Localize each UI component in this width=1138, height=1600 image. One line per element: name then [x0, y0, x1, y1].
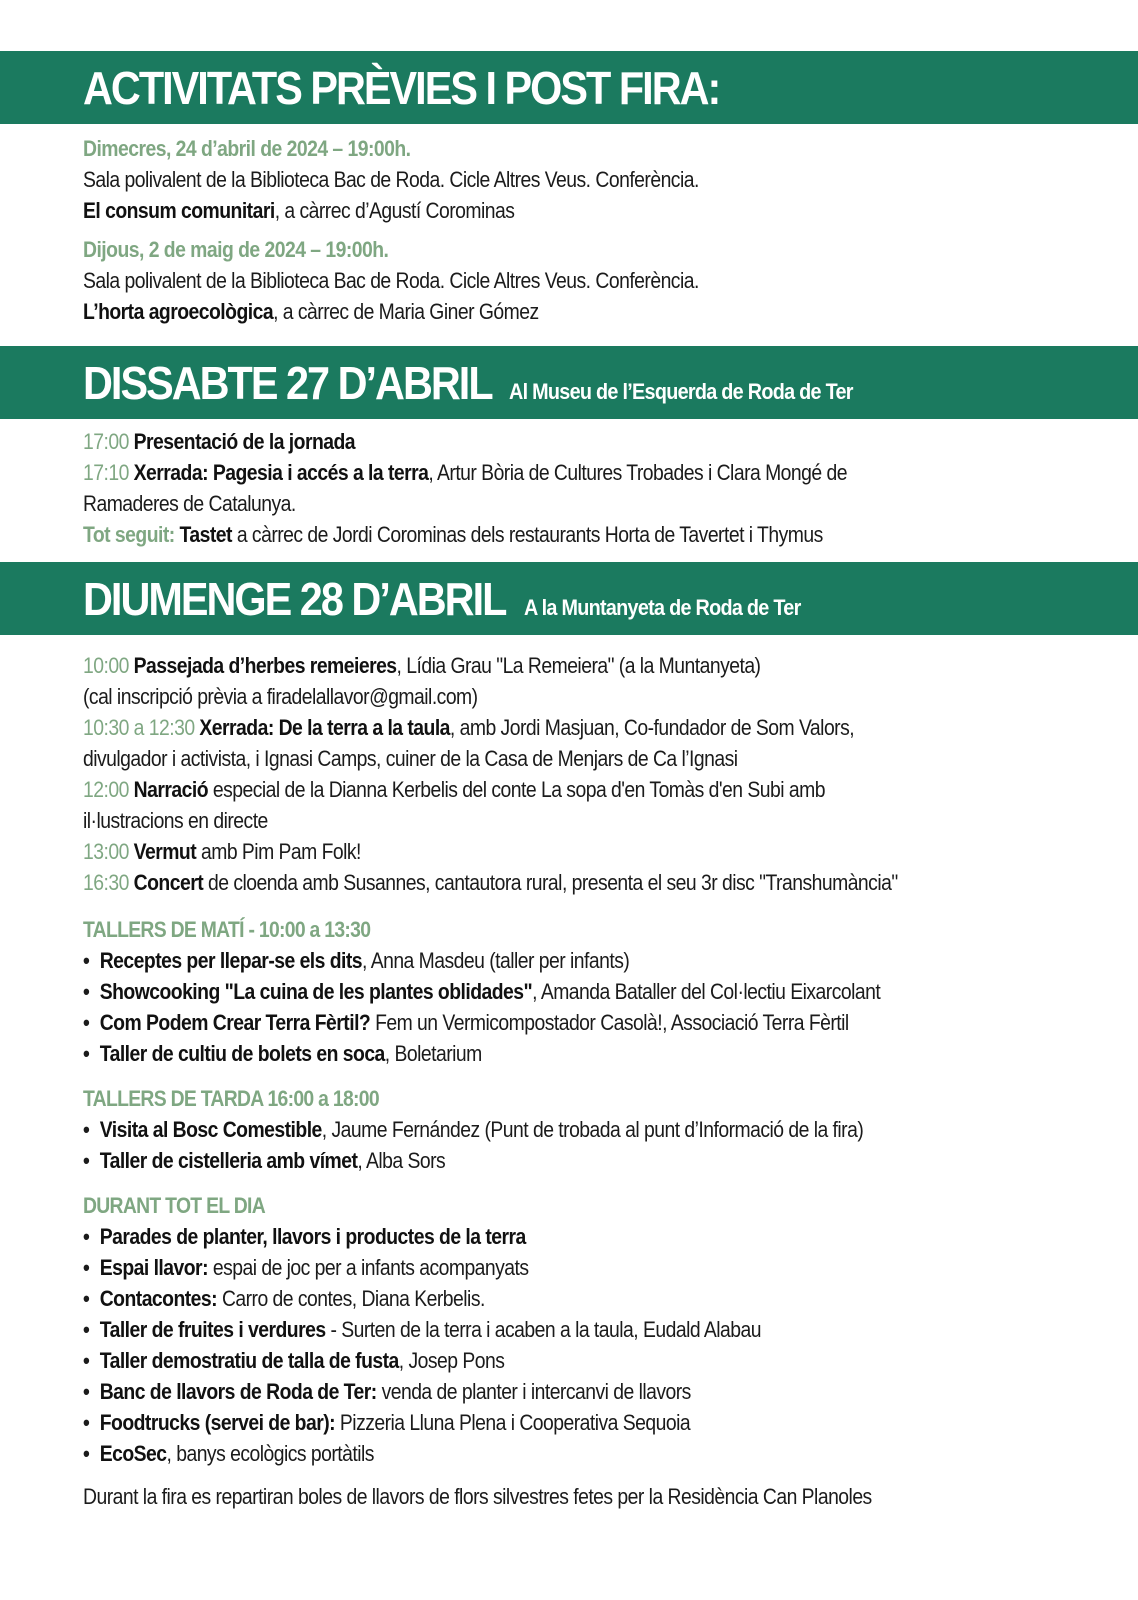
schedule-item: [83, 836, 981, 867]
schedule-title: Vermut: [133, 839, 197, 864]
bullet-icon: •: [83, 948, 90, 973]
schedule-detail-cont: (cal inscripció prèvia a firadelallavor@gmail.com): [83, 684, 478, 709]
bullet-icon: •: [83, 1410, 90, 1435]
schedule-title: Xerrada: De la terra a la taula: [199, 715, 450, 740]
schedule-detail-cont: Ramaderes de Catalunya.: [83, 491, 296, 516]
event-title: L’horta agroecològica: [83, 299, 274, 324]
allday-item: [83, 1283, 981, 1314]
schedule-item: [83, 519, 981, 550]
schedule-title: Passejada d’herbes remeieres: [133, 653, 397, 678]
bullet-icon: •: [83, 1255, 90, 1280]
bullet-icon: •: [83, 1117, 90, 1142]
bullet-icon: •: [83, 1041, 90, 1066]
schedule-time: 17:10: [83, 460, 129, 485]
workshop-title: Visita al Bosc Comestible: [99, 1117, 322, 1142]
bullet-icon: •: [83, 1224, 90, 1249]
allday-detail: espai de joc per a infants acompanyats: [207, 1255, 529, 1280]
bullet-icon: •: [83, 1148, 90, 1173]
schedule-detail: , Artur Bòria de Cultures Trobades i Clara Mongé de: [428, 460, 847, 485]
schedule-time: 16:30: [83, 870, 129, 895]
allday-title: Taller demostratiu de talla de fusta: [99, 1348, 399, 1373]
schedule-item: [83, 650, 981, 681]
workshop-item: [83, 1114, 981, 1145]
schedule-item: [83, 712, 981, 743]
prev-activities-list: [83, 133, 1103, 327]
schedule-title: Narració: [133, 777, 209, 802]
bullet-icon: •: [83, 1348, 90, 1373]
workshop-title: Showcooking "La cuina de les plantes oblidades": [99, 979, 533, 1004]
bullet-icon: •: [83, 979, 90, 1004]
event-place: Sala polivalent de la Biblioteca Bac de Roda. Cicle Altres Veus. Conferència.: [83, 167, 699, 192]
workshop-title: Com Podem Crear Terra Fèrtil?: [99, 1010, 371, 1035]
allday-title: Taller de fruites i verdures: [99, 1317, 326, 1342]
schedule-time: 17:00: [83, 429, 129, 454]
sunday-title: DIUMENGE 28 D’ABRIL: [83, 573, 506, 625]
bullet-icon: •: [83, 1379, 90, 1404]
workshop-item: [83, 945, 981, 976]
allday-detail: , banys ecològics portàtils: [166, 1441, 374, 1466]
schedule-detail: a càrrec de Jordi Corominas dels restaurants Horta de Tavertet i Thymus: [231, 522, 823, 547]
saturday-schedule: [83, 426, 1103, 550]
bullet-icon: •: [83, 1317, 90, 1342]
allday-item: [83, 1221, 981, 1252]
event-1: [83, 133, 1103, 226]
allday-title: EcoSec: [99, 1441, 167, 1466]
allday-item: [83, 1407, 981, 1438]
workshop-item: [83, 976, 981, 1007]
workshop-title: Taller de cultiu de bolets en soca: [99, 1041, 385, 1066]
schedule-title: Presentació de la jornada: [133, 429, 356, 454]
allday-title: Parades de planter, llavors i productes de la terra: [99, 1224, 526, 1249]
workshop-title: Taller de cistelleria amb vímet: [99, 1148, 358, 1173]
allday-item: [83, 1252, 981, 1283]
event-title-line: [83, 296, 981, 327]
allday-title: Foodtrucks (servei de bar):: [99, 1410, 336, 1435]
workshop-detail: , Boletarium: [384, 1041, 482, 1066]
allday-detail: Carro de contes, Diana Kerbelis.: [217, 1286, 485, 1311]
allday-item: [83, 1345, 981, 1376]
allday-title: Espai llavor:: [99, 1255, 208, 1280]
schedule-detail-cont: il·lustracions en directe: [83, 808, 268, 833]
schedule-item: [83, 457, 981, 488]
sunday-banner: [0, 562, 1138, 635]
allday-item: [83, 1314, 981, 1345]
event-title: El consum comunitari: [83, 198, 275, 223]
sunday-location: A la Muntanyeta de Roda de Ter: [524, 595, 801, 620]
bullet-icon: •: [83, 1010, 90, 1035]
footer-note: Durant la fira es repartiran boles de llavors de flors silvestres fetes per la Residència Can Planoles: [83, 1484, 872, 1509]
event-speaker: , a càrrec d’Agustí Corominas: [274, 198, 515, 223]
saturday-title: DISSABTE 27 D’ABRIL: [83, 357, 492, 409]
schedule-detail: amb Pim Pam Folk!: [196, 839, 361, 864]
workshop-detail: , Anna Masdeu (taller per infants): [362, 948, 630, 973]
workshop-detail: , Jaume Fernández (Punt de trobada al punt d’Informació de la fira): [321, 1117, 864, 1142]
allday-title: Contacontes:: [99, 1286, 218, 1311]
schedule-title: Tastet: [179, 522, 232, 547]
workshop-item: [83, 1145, 981, 1176]
saturday-location: Al Museu de l’Esquerda de Roda de Ter: [509, 379, 853, 404]
schedule-title: Xerrada: Pagesia i accés a la terra: [133, 460, 429, 485]
schedule-time: Tot seguit:: [83, 522, 175, 547]
schedule-detail: , amb Jordi Masjuan, Co-fundador de Som Valors,: [449, 715, 855, 740]
allday-detail: Pizzeria Lluna Plena i Cooperativa Sequoia: [335, 1410, 691, 1435]
prev-activities-title: ACTIVITATS PRÈVIES I POST FIRA:: [83, 62, 720, 114]
prev-activities-banner: [0, 51, 1138, 124]
event-date: Dimecres, 24 d’abril de 2024 – 19:00h.: [83, 136, 411, 161]
workshop-title: Receptes per llepar-se els dits: [99, 948, 363, 973]
schedule-detail: especial de la Dianna Kerbelis del conte La sopa d'en Tomàs d'en Subi amb: [208, 777, 825, 802]
schedule-detail: de cloenda amb Susannes, cantautora rural, presenta el seu 3r disc "Transhumància": [203, 870, 898, 895]
schedule-item: [83, 426, 981, 457]
workshop-detail: Fem un Vermicompostador Casolà!, Associació Terra Fèrtil: [370, 1010, 849, 1035]
sunday-schedule: [83, 650, 1103, 1512]
schedule-title: Concert: [133, 870, 204, 895]
schedule-detail-cont: divulgador i activista, i Ignasi Camps, cuiner de la Casa de Menjars de Ca l’Ignasi: [83, 746, 738, 771]
allday-title: Banc de llavors de Roda de Ter:: [99, 1379, 377, 1404]
allday-detail: - Surten de la terra i acaben a la taula, Eudald Alabau: [325, 1317, 761, 1342]
workshop-detail: , Amanda Bataller del Col·lectiu Eixarcolant: [532, 979, 881, 1004]
event-title-line: [83, 195, 981, 226]
schedule-detail: , Lídia Grau "La Remeiera" (a la Muntanyeta): [396, 653, 761, 678]
bullet-icon: •: [83, 1441, 90, 1466]
allday-detail: venda de planter i intercanvi de llavors: [376, 1379, 691, 1404]
workshop-detail: , Alba Sors: [357, 1148, 446, 1173]
schedule-time: 13:00: [83, 839, 129, 864]
allday-item: [83, 1438, 981, 1469]
event-2: [83, 234, 1103, 327]
schedule-time: 10:30 a 12:30: [83, 715, 195, 740]
saturday-banner: [0, 346, 1138, 419]
schedule-item: [83, 774, 981, 805]
allday-item: [83, 1376, 981, 1407]
allday-detail: , Josep Pons: [398, 1348, 505, 1373]
event-speaker: , a càrrec de Maria Giner Gómez: [273, 299, 539, 324]
schedule-time: 12:00: [83, 777, 129, 802]
event-date: Dijous, 2 de maig de 2024 – 19:00h.: [83, 237, 389, 262]
workshop-item: [83, 1038, 981, 1069]
afternoon-workshops-heading: TALLERS DE TARDA 16:00 a 18:00: [83, 1086, 379, 1111]
schedule-item: [83, 867, 981, 898]
schedule-time: 10:00: [83, 653, 129, 678]
event-place: Sala polivalent de la Biblioteca Bac de Roda. Cicle Altres Veus. Conferència.: [83, 268, 699, 293]
morning-workshops-heading: TALLERS DE MATÍ - 10:00 a 13:30: [83, 917, 371, 942]
all-day-heading: DURANT TOT EL DIA: [83, 1193, 265, 1218]
workshop-item: [83, 1007, 981, 1038]
bullet-icon: •: [83, 1286, 90, 1311]
